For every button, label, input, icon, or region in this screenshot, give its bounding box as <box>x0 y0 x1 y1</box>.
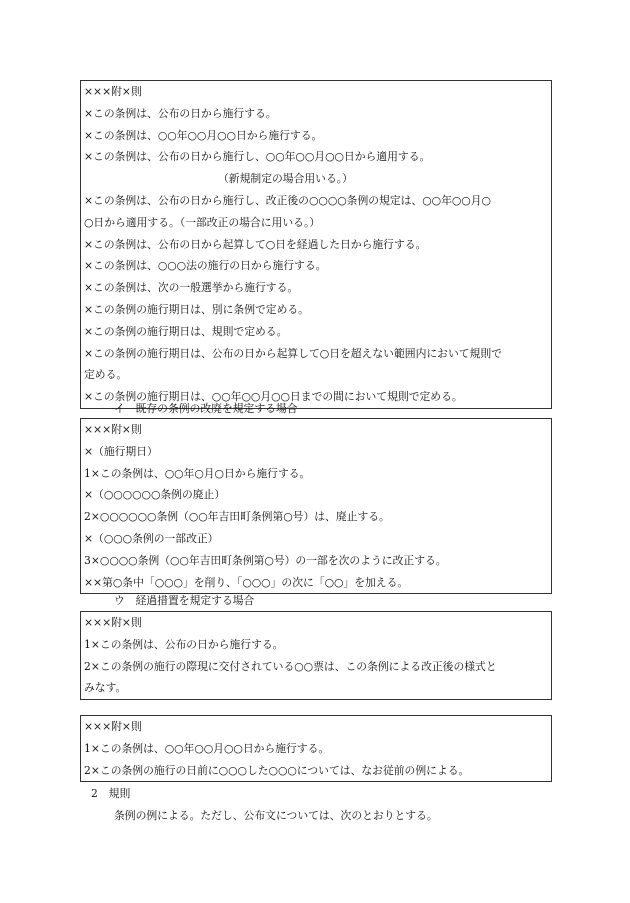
box-line: ×この条例の施行期日は、公布の日から起算して○日を超えない範囲内において規則で <box>84 346 502 360</box>
box-line: ×（○○○○○○条例の廃止） <box>84 488 226 502</box>
box-supplementary-provisions-enforcement <box>80 80 552 409</box>
box-line-note: （新規制定の場合用いる。） <box>218 172 353 186</box>
box-line: ×この条例は、公布の日から施行し、改正後の○○○○条例の規定は、○○年○○月○ <box>84 193 491 207</box>
box-line: ×この条例は、○○○法の施行の日から施行する。 <box>84 259 327 273</box>
box-line: 2×○○○○○○条例（○○年吉田町条例第○号）は、廃止する。 <box>84 510 390 524</box>
box-line: ×××附×則 <box>84 720 142 733</box>
box-transitional-measures <box>80 611 552 700</box>
section-title-rules: 2 規則 <box>91 787 131 800</box>
box-line: ×××附×則 <box>84 85 142 98</box>
section-heading-u: ウ 経過措置を規定する場合 <box>114 594 255 607</box>
section-body-rules: 条例の例による。ただし、公布文については、次のとおりとする。 <box>114 809 438 822</box>
box-line: 1×この条例は、○○年○○月○○日から施行する。 <box>84 741 330 755</box>
box-line: ×この条例は、公布の日から施行し、○○年○○月○○日から適用する。 <box>84 150 431 164</box>
box-line: 1×この条例は、公布の日から施行する。 <box>84 637 284 651</box>
section-heading-i: イ 既存の条例の改廃を規定する場合 <box>114 402 298 415</box>
box-line: ×この条例は、○○年○○月○○日から施行する。 <box>84 128 323 142</box>
box-line: 3×○○○○条例（○○年吉田町条例第○号）の一部を次のように改正する。 <box>84 553 447 567</box>
box-line: ×この条例の施行期日は、別に条例で定める。 <box>84 302 309 316</box>
box-line: ×この条例は、次の一般選挙から施行する。 <box>84 281 299 295</box>
box-line: ×この条例の施行期日は、規則で定める。 <box>84 324 288 338</box>
box-repeal-amendment <box>80 418 552 594</box>
box-line: ××第○条中「○○○」を削り、「○○○」の次に「○○」を加える。 <box>84 575 409 589</box>
box-line: みなす。 <box>84 681 127 695</box>
box-line: ○日から適用する。（一部改正の場合に用いる。） <box>84 215 321 229</box>
box-line: 2×この条例の施行の日前に○○○した○○○については、なお従前の例による。 <box>84 763 470 777</box>
box-transitional-prior-rule <box>80 715 552 782</box>
box-line: 定める。 <box>84 368 128 382</box>
box-line: ×（○○○条例の一部改正） <box>84 531 219 545</box>
box-line: ×××附×則 <box>84 616 142 629</box>
box-line: ×××附×則 <box>84 423 142 436</box>
box-line: ×この条例は、公布の日から起算して○日を経過した日から施行する。 <box>84 237 427 251</box>
box-line: 1×この条例は、○○年○月○日から施行する。 <box>84 466 311 480</box>
box-line: ×この条例の施行期日は、○○年○○月○○日までの間において規則で定める。 <box>84 390 463 404</box>
box-line: ×（施行期日） <box>84 444 158 458</box>
box-line: ×この条例は、公布の日から施行する。 <box>84 106 277 120</box>
box-line: 2×この条例の施行の際現に交付されている○○票は、この条例による改正後の様式と <box>84 659 497 673</box>
